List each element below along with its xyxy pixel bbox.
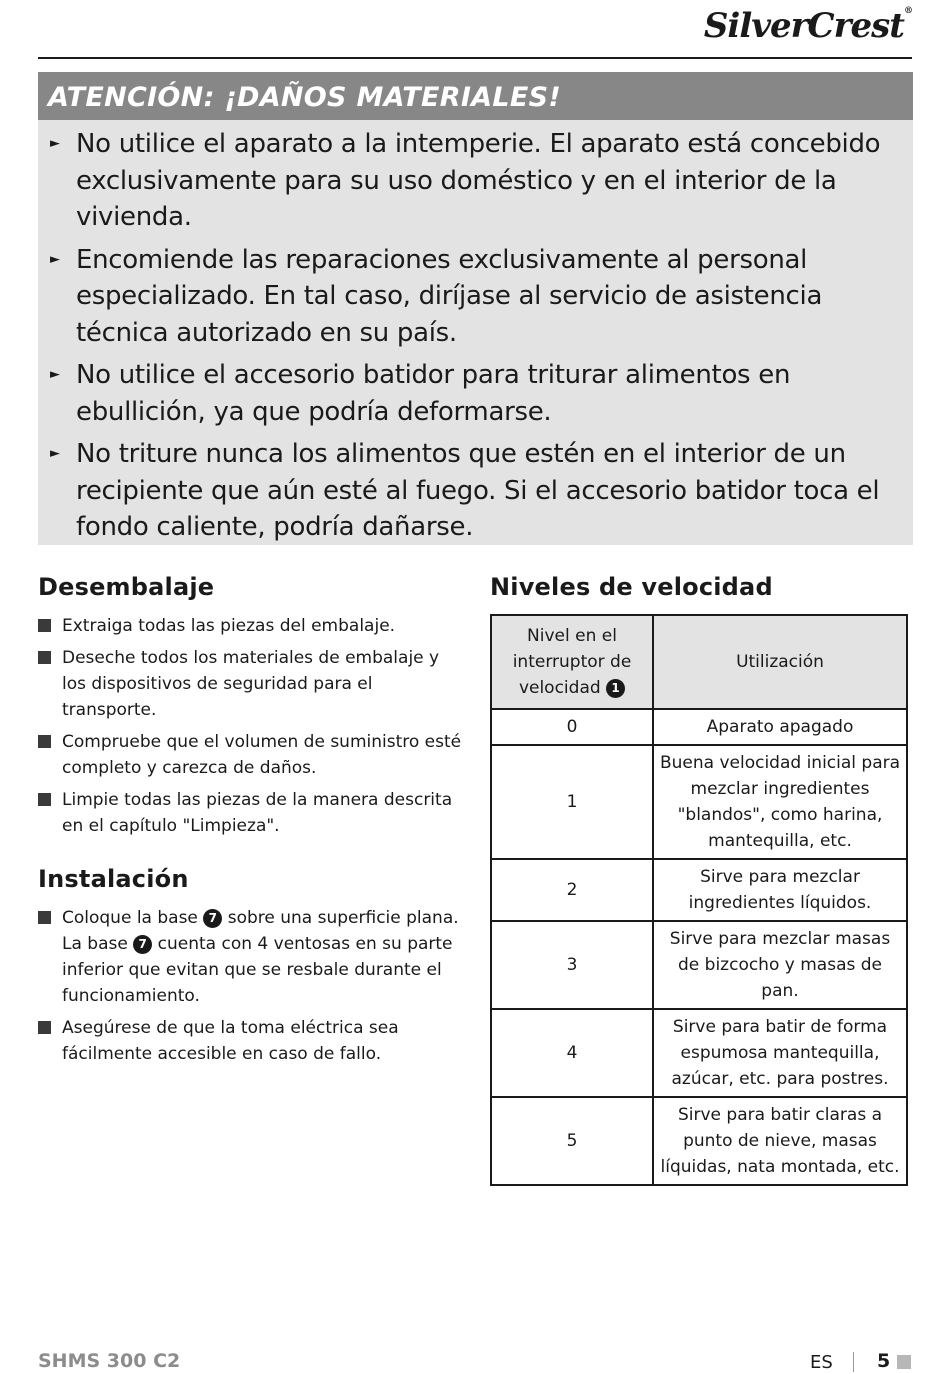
niveles-heading: Niveles de velocidad [490, 573, 773, 601]
use-cell: Sirve para mezclar ingredientes líquidos. [653, 859, 907, 921]
list-item-text: Asegúrese de que la toma eléctrica sea fácilmente accesible en caso de fallo. [62, 1018, 399, 1064]
instalacion-list [38, 905, 468, 1067]
warning-item-text: No utilice el aparato a la intemperie. El aparato está concebido exclusivamente para su uso doméstico y en el interior de la vivienda. [76, 129, 881, 232]
use-cell: Aparato apagado [653, 709, 907, 745]
part-7-marker-icon: 7 [203, 909, 222, 928]
table-row [491, 745, 907, 859]
square-bullet-icon [38, 735, 51, 748]
square-bullet-icon [38, 911, 51, 924]
square-bullet-icon [38, 619, 51, 632]
triangle-bullet-icon: ► [50, 446, 60, 461]
warning-item [48, 436, 893, 546]
warning-item-text: Encomiende las reparaciones exclusivamente al personal especializado. En tal caso, diríjase al servicio de asistencia técnica autorizado en su país. [76, 244, 823, 348]
footer-model: SHMS 300 C2 [38, 1350, 181, 1372]
use-cell: Sirve para mezclar masas de bizcocho y masas de pan. [653, 921, 907, 1009]
list-item [38, 787, 468, 839]
warning-item [48, 242, 893, 352]
square-bullet-icon [38, 651, 51, 664]
use-cell: Sirve para batir de forma espumosa mantequilla, azúcar, etc. para postres. [653, 1009, 907, 1097]
brand-name: SilverCrest [703, 6, 904, 46]
desembalaje-heading: Desembalaje [38, 573, 215, 601]
level-cell: 5 [491, 1097, 653, 1185]
instalacion-heading: Instalación [38, 865, 189, 893]
table-row [491, 1097, 907, 1185]
instalacion-text-3: cuenta con 4 ventosas en su parte inferior que evitan que se resbale durante el funcionamiento. [62, 934, 453, 1006]
list-item [38, 905, 468, 1009]
list-item [38, 645, 468, 723]
header-rule [38, 57, 912, 59]
speed-table [490, 614, 908, 1186]
footer-language: ES [810, 1352, 833, 1373]
list-item-text: Limpie todas las piezas de la manera descrita en el capítulo "Limpieza". [62, 790, 453, 836]
table-row [491, 1009, 907, 1097]
use-cell: Buena velocidad inicial para mezclar ingredientes "blandos", como harina, mantequilla, etc. [653, 745, 907, 859]
page-number: 5 [877, 1350, 891, 1372]
level-cell: 0 [491, 709, 653, 745]
header-use: Utilización [653, 615, 907, 709]
right-column [490, 573, 910, 1186]
square-bullet-icon [38, 1021, 51, 1034]
list-item [38, 1015, 468, 1067]
header-level-text: Nivel en el interruptor de velocidad [512, 626, 632, 698]
header-level [491, 615, 653, 709]
desembalaje-list [38, 613, 468, 839]
registered-mark: ® [904, 6, 912, 16]
level-cell: 3 [491, 921, 653, 1009]
warning-item-text: No triture nunca los alimentos que estén en el interior de un recipiente que aún esté al fuego. Si el accesorio batidor toca el fondo caliente, podría dañarse. [76, 439, 880, 542]
warning-list [38, 120, 913, 546]
list-item [38, 729, 468, 781]
warning-item [48, 357, 893, 430]
part-7-marker-icon: 7 [133, 935, 152, 954]
table-row [491, 859, 907, 921]
instalacion-text-2: sobre una superficie plana. La base [62, 908, 459, 954]
square-bullet-icon [38, 793, 51, 806]
level-cell: 2 [491, 859, 653, 921]
footer-divider [853, 1352, 854, 1372]
list-item [38, 613, 468, 639]
part-1-marker-icon: 1 [606, 679, 625, 698]
triangle-bullet-icon: ► [50, 251, 60, 267]
list-item-text: Extraiga todas las piezas del embalaje. [62, 616, 396, 636]
warning-item-text: No utilice el accesorio batidor para triturar alimentos en ebullición, ya que podría deformarse. [76, 360, 791, 427]
left-column [38, 573, 468, 1073]
instalacion-text-1: Coloque la base [62, 908, 198, 928]
table-header-row [491, 615, 907, 709]
warning-box [38, 72, 913, 545]
page-square-icon [897, 1355, 911, 1369]
triangle-bullet-icon: ► [50, 136, 60, 151]
list-item-text: Deseche todos los materiales de embalaje y los dispositivos de seguridad para el transporte. [62, 648, 440, 720]
table-row [491, 709, 907, 745]
level-cell: 4 [491, 1009, 653, 1097]
list-item-text: Compruebe que el volumen de suministro esté completo y carezca de daños. [62, 732, 462, 778]
level-cell: 1 [491, 745, 653, 859]
warning-title: ATENCIÓN: ¡DAÑOS MATERIALES! [38, 72, 913, 120]
use-cell: Sirve para batir claras a punto de nieve, masas líquidas, nata montada, etc. [653, 1097, 907, 1185]
triangle-bullet-icon: ► [50, 367, 60, 382]
table-row [491, 921, 907, 1009]
warning-item [48, 126, 893, 236]
brand-logo [704, 6, 912, 46]
